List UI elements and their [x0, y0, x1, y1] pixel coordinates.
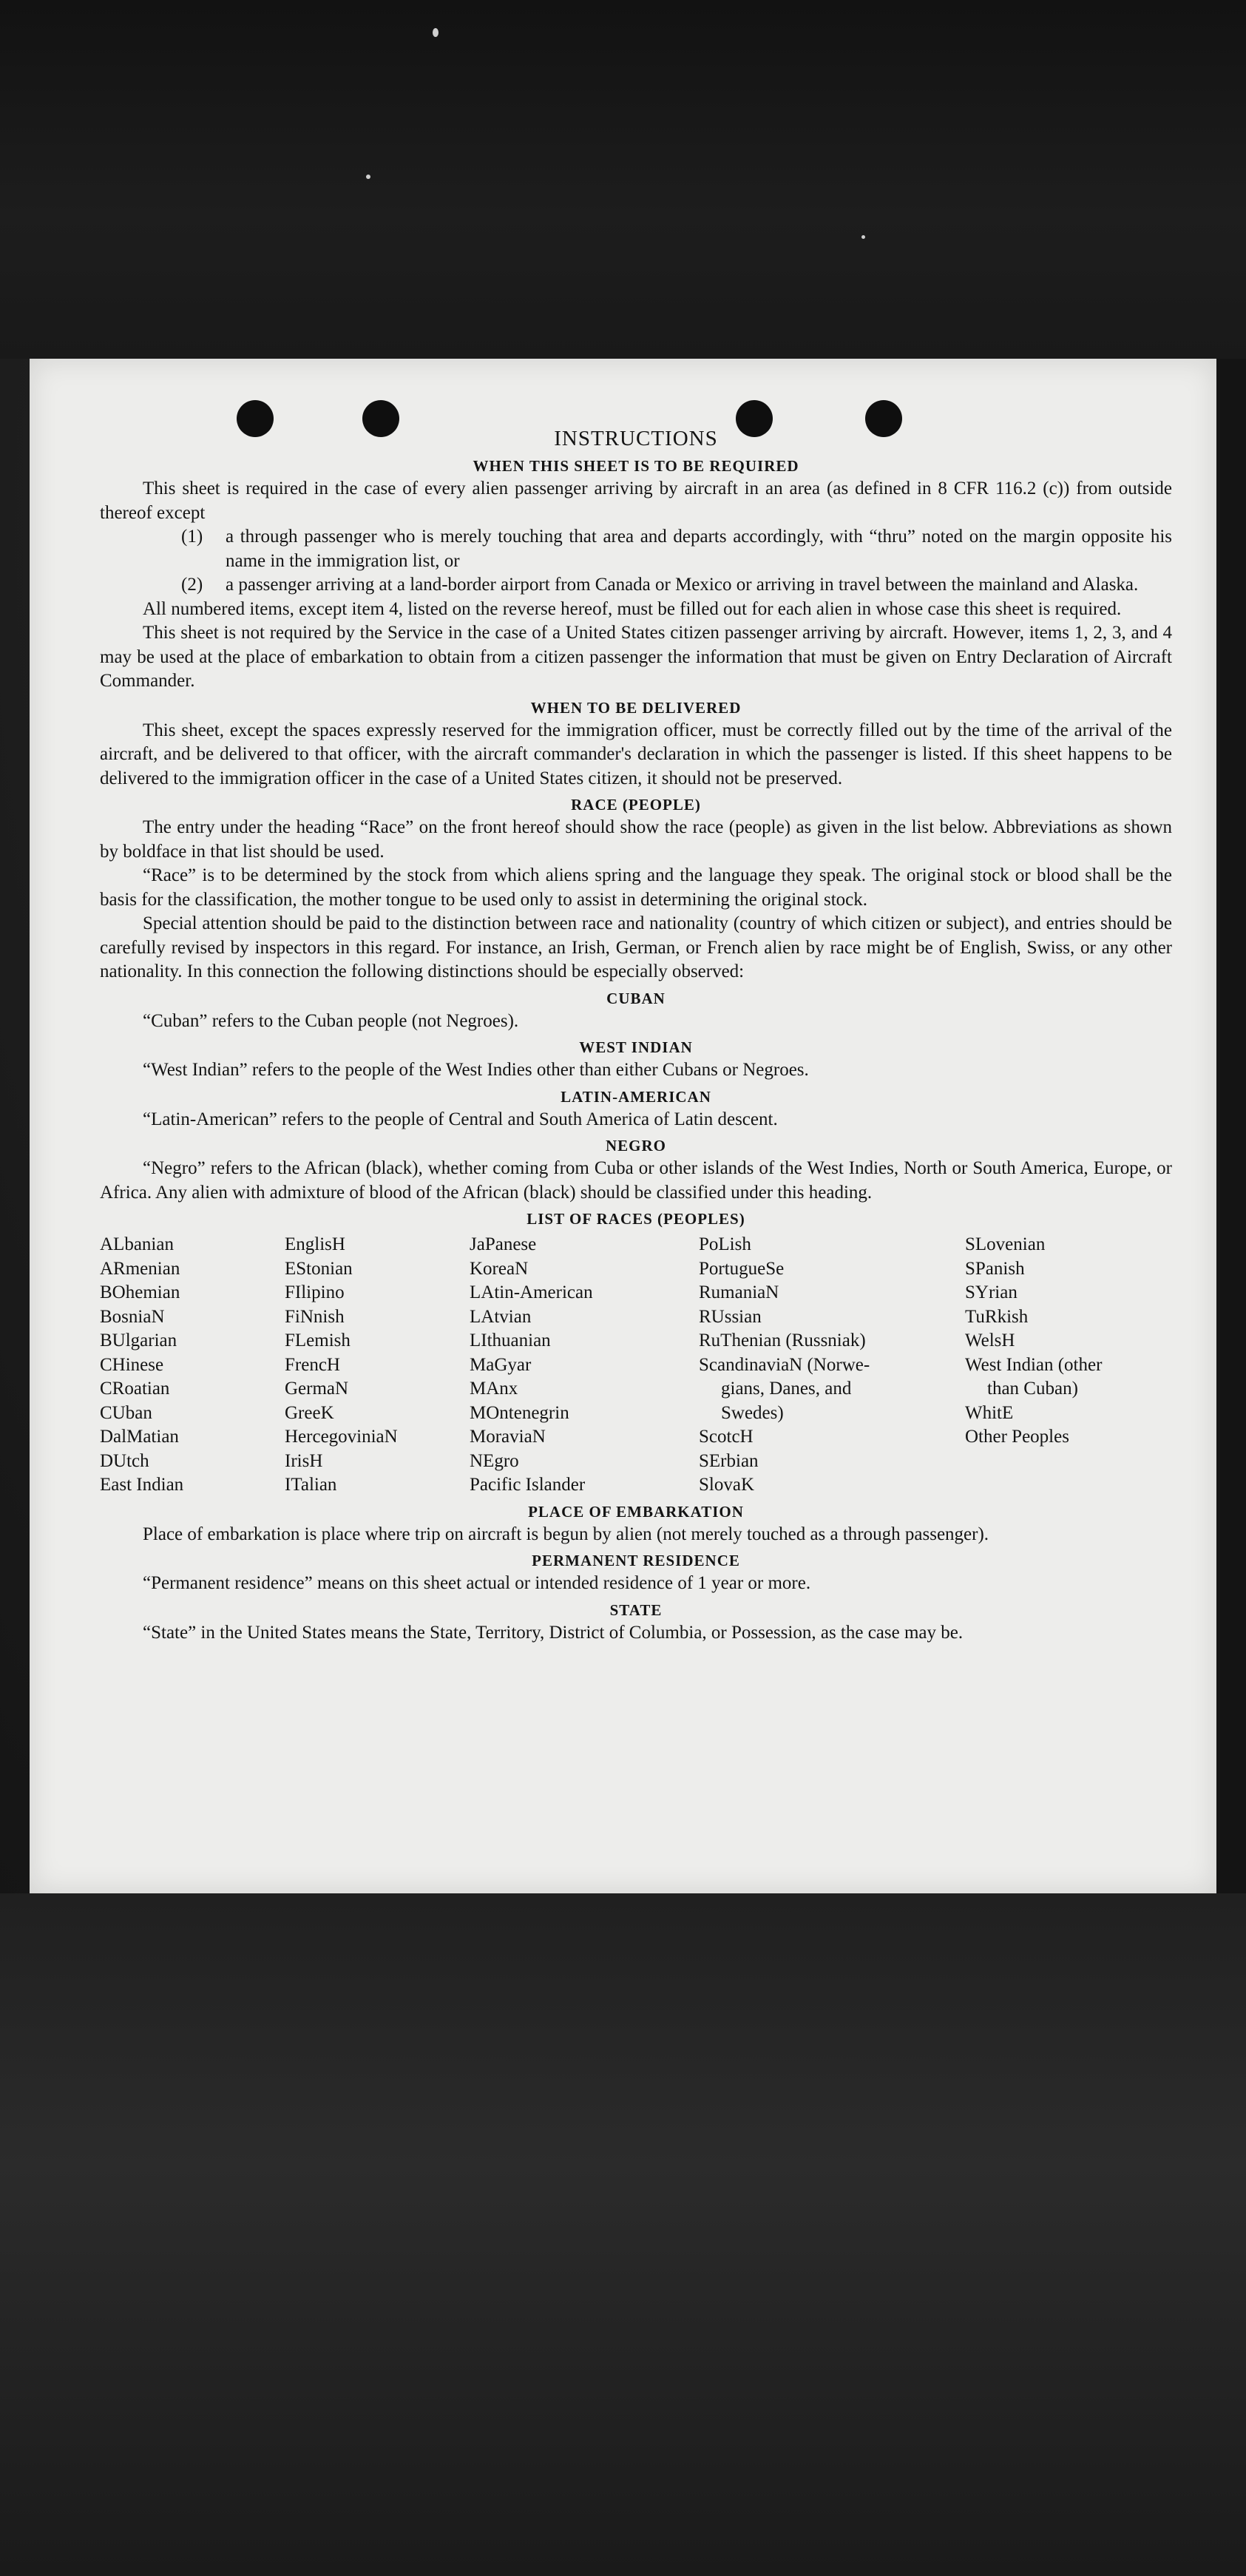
race-entry: gians, Danes, and	[721, 1379, 852, 1399]
race-entry: MOntenegrin	[470, 1402, 569, 1423]
state-paragraph: “State” in the United States means the State, Territory, District of Columbia, or Possession, as the case may be.	[143, 1622, 964, 1643]
race-entry: IrisH	[285, 1450, 323, 1471]
race-entry: DUtch	[100, 1450, 149, 1471]
negro-paragraph: “Negro” refers to the African (black), whether coming from Cuba or other islands of the West Indies, North or South America, Europe, or Africa. Any alien with admixture of blood of the African (black) should be classified under this heading.	[100, 1158, 1172, 1203]
race-entry: LAtvian	[470, 1306, 532, 1327]
heading-cuban: CUBAN	[606, 989, 666, 1007]
race-entry: CRoatian	[100, 1379, 170, 1399]
race-entry: FLemish	[285, 1331, 351, 1350]
document-sheet	[30, 359, 1216, 1893]
race-entry: LAtin-American	[470, 1282, 593, 1302]
race-entry: CHinese	[100, 1354, 164, 1375]
race-entry: SLovenian	[965, 1234, 1046, 1254]
race-entry: FiNnish	[285, 1306, 345, 1327]
race-entry: HercegoviniaN	[285, 1427, 398, 1447]
race-entry: GreeK	[285, 1402, 334, 1423]
residence-paragraph: “Permanent residence” means on this sheet actual or intended residence of 1 year or more.	[143, 1573, 811, 1593]
race-entry: FIlipino	[285, 1282, 345, 1302]
race-entry: RUssian	[699, 1306, 762, 1327]
races-column-3	[470, 1233, 699, 1498]
race-entry: MoraviaN	[470, 1427, 546, 1447]
race-entry: NEgro	[470, 1450, 519, 1471]
dust-speck	[433, 28, 439, 37]
heading-place-of-embarkation: PLACE OF EMBARKATION	[528, 1502, 744, 1521]
race-entry: SPanish	[965, 1258, 1025, 1279]
exception-number: (1)	[181, 527, 203, 547]
race-entry: JaPanese	[470, 1234, 537, 1254]
race-entry: West Indian (other	[965, 1354, 1103, 1375]
exception-text: a passenger arriving at a land-border airport from Canada or Mexico or arriving in travel between the mainland and Alaska.	[226, 575, 1139, 595]
exception-item-2	[100, 573, 1172, 598]
race-entry: ARmenian	[100, 1258, 180, 1279]
race-entry: LIthuanian	[470, 1331, 551, 1350]
race-entry: BosniaN	[100, 1306, 165, 1327]
exception-item-1	[100, 525, 1172, 573]
cuban-paragraph: “Cuban” refers to the Cuban people (not Negroes).	[143, 1010, 519, 1031]
heading-when-delivered: WHEN TO BE DELIVERED	[530, 698, 742, 717]
races-column-4	[699, 1233, 965, 1498]
required-paragraph-1: This sheet is required in the case of every alien passenger arriving by aircraft in an area (as defined in 8 CFR 116.2 (c)) from outside thereof except	[100, 479, 1172, 523]
delivered-paragraph: This sheet, except the spaces expressly reserved for the immigration officer, must be correctly filled out by the time of the arrival of the aircraft, and be delivered to that officer, with the aircraft commander's declaration in which the passenger is listed. If this sheet happens to be delivered to the immigration officer in the case of a United States citizen, it should not be preserved.	[100, 720, 1172, 788]
race-entry: PortugueSe	[699, 1258, 785, 1279]
races-column-1	[100, 1233, 285, 1498]
race-entry: CUban	[100, 1402, 152, 1423]
race-entry: PoLish	[699, 1234, 751, 1254]
race-entry: FrencH	[285, 1354, 340, 1375]
heading-list-of-races: LIST OF RACES (PEOPLES)	[526, 1210, 745, 1228]
race-entry: ScandinaviaN (Norwe-	[699, 1354, 870, 1375]
race-entry: DalMatian	[100, 1427, 179, 1447]
race-entry: BOhemian	[100, 1282, 180, 1302]
race-paragraph-3: Special attention should be paid to the distinction between race and nationality (country of which citizen or subject), and entries should be carefully revised by inspectors in this regard. For instance, an Irish, German, or French alien by race might be of English, Swiss, or any other nationality. In this connection the following distinctions should be especially observed:	[100, 913, 1172, 981]
embarkation-paragraph: Place of embarkation is place where trip on aircraft is begun by alien (not merely touched as a through passenger).	[143, 1524, 989, 1544]
race-entry: MaGyar	[470, 1354, 532, 1375]
races-list	[100, 1233, 1172, 1498]
film-border-top	[0, 0, 1246, 359]
document-title: INSTRUCTIONS	[554, 427, 718, 450]
race-entry: RuThenian (Russniak)	[699, 1331, 866, 1350]
heading-state: STATE	[609, 1600, 663, 1619]
heading-race: RACE (PEOPLE)	[571, 796, 701, 814]
race-entry: BUlgarian	[100, 1331, 177, 1350]
race-entry: WhitE	[965, 1402, 1014, 1423]
race-entry: GermaN	[285, 1379, 349, 1399]
race-entry: SlovaK	[699, 1475, 754, 1495]
dust-speck	[861, 235, 865, 239]
heading-when-required: WHEN THIS SHEET IS TO BE REQUIRED	[473, 457, 799, 475]
race-entry: East Indian	[100, 1475, 184, 1495]
instructions-content	[100, 425, 1172, 1645]
races-column-2	[285, 1233, 470, 1498]
race-entry: ALbanian	[100, 1234, 174, 1254]
race-entry: SErbian	[699, 1450, 759, 1471]
race-entry: Pacific Islander	[470, 1475, 586, 1495]
required-paragraph-3: This sheet is not required by the Service in the case of a United States citizen passenger arriving by aircraft. However, items 1, 2, 3, and 4 may be used at the place of embarkation to obtain from a citizen passenger the information that must be given on Entry Declaration of Aircraft Commander.	[100, 623, 1172, 691]
race-entry: ITalian	[285, 1475, 337, 1495]
heading-west-indian: WEST INDIAN	[579, 1038, 693, 1056]
race-entry: than Cuban)	[987, 1379, 1078, 1399]
race-entry: EStonian	[285, 1258, 353, 1279]
race-entry: EnglisH	[285, 1234, 345, 1254]
dust-speck	[366, 175, 370, 179]
exception-text: a through passenger who is merely touching that area and departs accordingly, with “thru” noted on the margin opposite his name in the immigration list, or	[226, 527, 1172, 571]
race-paragraph-2: “Race” is to be determined by the stock from which aliens spring and the language they speak. The original stock or blood shall be the basis for the classification, the mother tongue to be used only to assist in determining the original stock.	[100, 865, 1172, 910]
race-entry: Swedes)	[721, 1402, 784, 1423]
race-entry: KoreaN	[470, 1258, 529, 1279]
races-column-5	[965, 1233, 1172, 1498]
race-entry: ScotcH	[699, 1427, 754, 1447]
race-entry: MAnx	[470, 1379, 518, 1399]
race-entry: WelsH	[965, 1331, 1015, 1350]
race-entry: TuRkish	[965, 1306, 1029, 1327]
heading-negro: NEGRO	[605, 1137, 666, 1155]
heading-latin-american: LATIN-AMERICAN	[561, 1087, 711, 1106]
film-border-bottom	[0, 1893, 1246, 2576]
race-entry: Other Peoples	[965, 1427, 1069, 1447]
race-paragraph-1: The entry under the heading “Race” on the front hereof should show the race (people) as given in the list below. Abbreviations as shown by boldface in that list should be used.	[100, 817, 1172, 862]
heading-permanent-residence: PERMANENT RESIDENCE	[532, 1552, 740, 1569]
west-indian-paragraph: “West Indian” refers to the people of the West Indies other than either Cubans or Negroes.	[143, 1060, 809, 1080]
race-entry: RumaniaN	[699, 1282, 779, 1302]
exception-number: (2)	[181, 575, 203, 595]
race-entry: SYrian	[965, 1282, 1018, 1302]
required-paragraph-2: All numbered items, except item 4, listed on the reverse hereof, must be filled out for each alien in whose case this sheet is required.	[143, 598, 1122, 619]
latin-american-paragraph: “Latin-American” refers to the people of Central and South America of Latin descent.	[143, 1109, 778, 1129]
